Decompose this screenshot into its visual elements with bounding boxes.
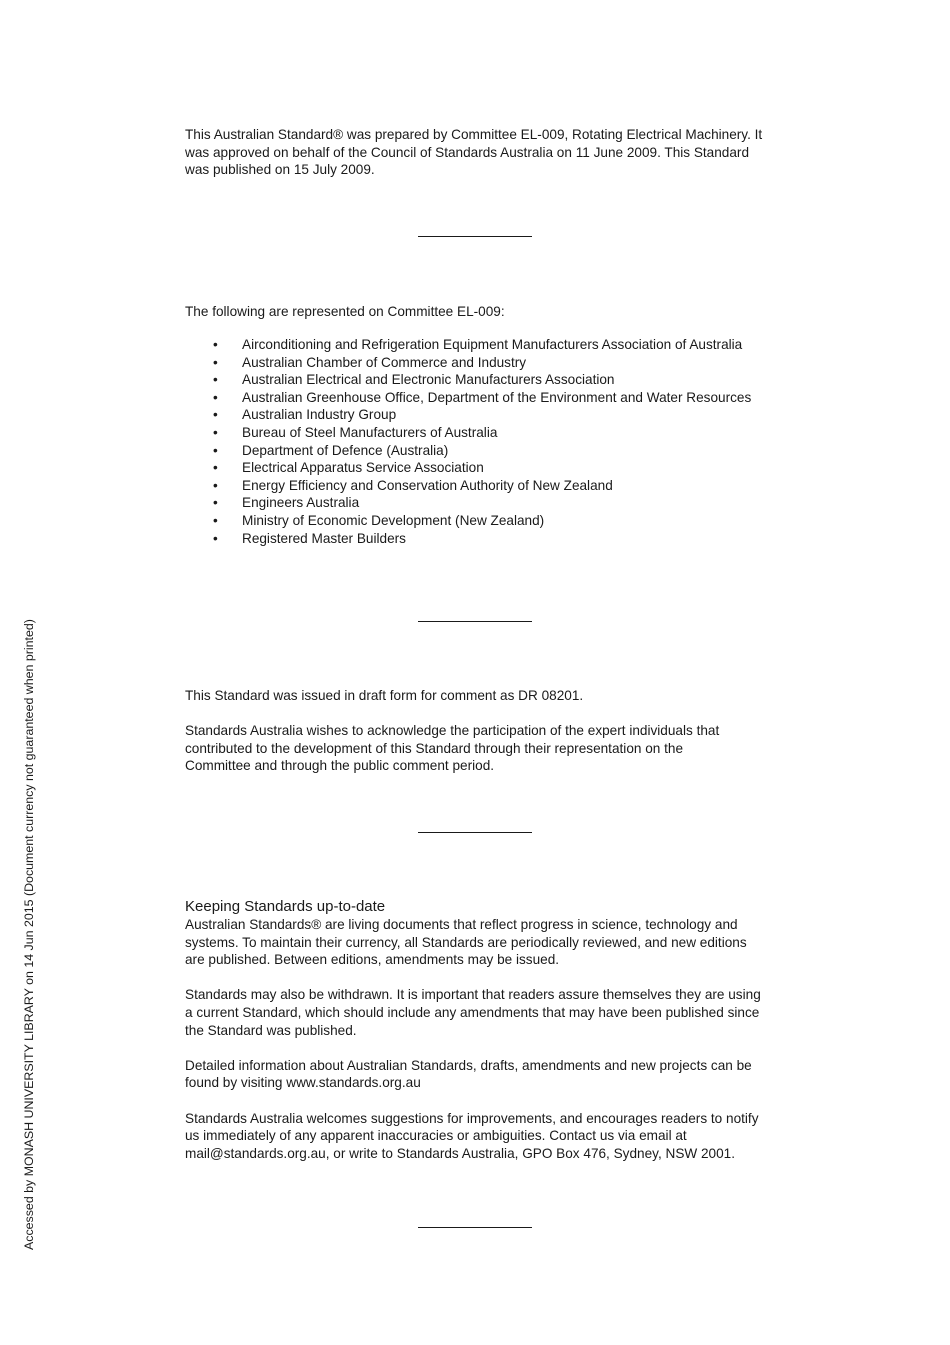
bullet-icon: • bbox=[213, 460, 218, 476]
keeping-paragraph: Australian Standards® are living documents that reflect progress in science, technology and systems. To maintain their currency, all Standards are periodically reviewed, and new editions are published. Between editions, amendments may be issued. bbox=[185, 917, 747, 968]
section-divider bbox=[418, 621, 532, 622]
draft-section bbox=[185, 687, 745, 775]
section-divider bbox=[418, 1227, 532, 1228]
committee-member: • Department of Defence (Australia) bbox=[213, 442, 449, 458]
bullet-icon: • bbox=[213, 354, 218, 370]
bullet-icon: • bbox=[213, 513, 218, 529]
section-divider bbox=[418, 236, 532, 237]
bullet-icon: • bbox=[213, 442, 218, 458]
section-divider bbox=[418, 832, 532, 833]
keeping-paragraph: Detailed information about Australian Standards, drafts, amendments and new projects can be found by visiting www.standards.org.au bbox=[185, 1057, 752, 1091]
acknowledgement-text: Standards Australia wishes to acknowledge the participation of the expert individuals that contributed to the development of this Standard through their representation on the Committee and through the public comment period. bbox=[185, 723, 720, 774]
keeping-paragraph: Standards Australia welcomes suggestions for improvements, and encourages readers to notify us immediately of any apparent inaccuracies or ambiguities. Contact us via email at mail@standards.org.au, or write to Standards Australia, GPO Box 476, Sydney, NSW 2001. bbox=[185, 1110, 759, 1161]
committee-member: • Australian Electrical and Electronic Manufacturers Association bbox=[213, 372, 615, 388]
committee-member: • Registered Master Builders bbox=[213, 530, 406, 546]
section-heading: Keeping Standards up-to-date bbox=[185, 898, 386, 915]
preparation-text: This Australian Standard® was prepared by Committee EL-009, Rotating Electrical Machinery. It was approved on behalf of the Council of Standards Australia on 11 June 2009. This Standard was published on 15 July 2009. bbox=[185, 127, 763, 178]
committee-member: • Engineers Australia bbox=[213, 495, 360, 511]
committee-member: • Australian Industry Group bbox=[213, 407, 397, 423]
committee-member: • Bureau of Steel Manufacturers of Australia bbox=[213, 425, 498, 441]
committee-member: • Electrical Apparatus Service Association bbox=[213, 460, 484, 476]
bullet-icon: • bbox=[213, 495, 218, 511]
preparation-statement bbox=[185, 126, 770, 179]
bullet-icon: • bbox=[213, 530, 218, 546]
committee-member: • Airconditioning and Refrigeration Equipment Manufacturers Association of Australia bbox=[213, 337, 743, 353]
keeping-up-to-date-section bbox=[185, 898, 770, 1162]
bullet-icon: • bbox=[213, 477, 218, 493]
committee-section bbox=[185, 303, 785, 547]
draft-issued-text: This Standard was issued in draft form for comment as DR 08201. bbox=[185, 688, 584, 703]
bullet-icon: • bbox=[213, 372, 218, 388]
committee-member-list bbox=[185, 336, 785, 547]
bullet-icon: • bbox=[213, 407, 218, 423]
bullet-icon: • bbox=[213, 337, 218, 353]
committee-member: • Ministry of Economic Development (New Zealand) bbox=[213, 513, 545, 529]
bullet-icon: • bbox=[213, 389, 218, 405]
access-watermark-note: Accessed by MONASH UNIVERSITY LIBRARY on 14 Jun 2015 (Document currency not guaranteed when printed) bbox=[22, 619, 36, 1250]
committee-member: • Australian Greenhouse Office, Department of the Environment and Water Resources bbox=[213, 389, 752, 405]
bullet-icon: • bbox=[213, 425, 218, 441]
committee-member: • Energy Efficiency and Conservation Authority of New Zealand bbox=[213, 477, 613, 493]
keeping-paragraph: Standards may also be withdrawn. It is important that readers assure themselves they are using a current Standard, which should include any amendments that may have been published since the Standard was published. bbox=[185, 987, 761, 1038]
committee-intro: The following are represented on Committee EL-009: bbox=[185, 304, 505, 319]
committee-member: • Australian Chamber of Commerce and Industry bbox=[213, 354, 527, 370]
